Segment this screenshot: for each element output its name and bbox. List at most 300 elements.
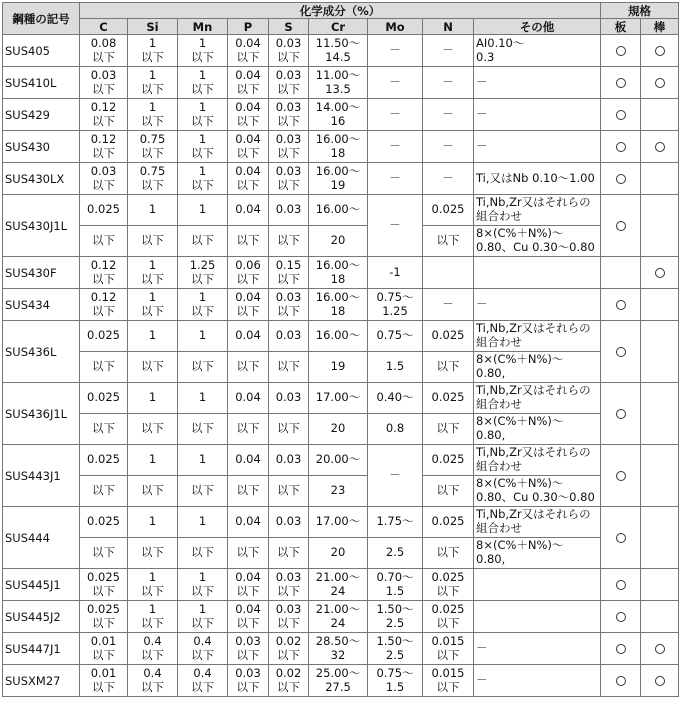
cell-text: 0.80、Cu 0.30～0.80 [476,490,595,504]
mn-cell [178,35,228,67]
grade-code: SUS436L [3,321,80,383]
cell-text: 以下 [92,583,115,598]
circle-mark-icon [616,78,626,88]
c-cell [80,601,128,633]
table-row [3,99,679,131]
mo-cell: － [368,445,423,507]
si-cell: 1 [128,445,178,476]
bar-mark [641,35,679,67]
bar-mark [641,195,679,257]
table-row [3,538,679,569]
c-cell [80,289,128,321]
cell-text: 0.4 [143,665,162,680]
si-cell: 1 [128,195,178,226]
other-cell [474,476,601,507]
table-row [3,226,679,257]
n-cell: 以下 [423,414,474,445]
cell-text: 2.5 [385,647,405,662]
bar-mark [641,99,679,131]
cell-text: 以下 [191,647,214,662]
plate-mark [601,289,641,321]
si-cell [128,601,178,633]
cell-text: 以下 [277,145,300,160]
mn-cell [178,601,228,633]
cell-text: Ti,又はNb 0.10～1.00 [476,170,595,185]
cell-text: 1 [148,601,157,616]
composition-header: 化学成分（%） [80,3,601,19]
grade-code: SUS405 [3,35,80,67]
cell-text: 以下 [277,81,300,96]
cell-text: 0.3 [476,49,495,64]
s-cell: 以下 [269,476,309,507]
cell-text: 以下 [191,177,214,192]
element-header-p: P [228,19,269,35]
bar-mark [641,633,679,665]
mn-cell [178,289,228,321]
element-header-mn: Mn [178,19,228,35]
cell-text: 以下 [141,647,164,662]
cell-text: Ti,Nb,Zr又はそれらの [476,507,591,522]
cell-text: 以下 [92,615,115,630]
cr-cell [309,163,368,195]
cell-text: 21.00～ [315,569,361,584]
cell-text: Ti,Nb,Zr又はそれらの [476,321,591,336]
n-cell: 0.025 [423,383,474,414]
bar-mark [641,163,679,195]
cell-text: 16 [330,113,346,128]
mo-cell: -1 [368,257,423,289]
cell-text: 以下 [236,583,260,598]
c-cell: 0.025 [80,383,128,414]
p-cell [228,569,269,601]
cell-text: 以下 [277,679,300,694]
cell-text: 以下 [141,145,164,160]
cell-text: 以下 [141,271,164,286]
cell-text: 16.00～ [315,163,361,178]
c-cell: 以下 [80,476,128,507]
cell-text: 以下 [92,113,115,128]
element-header-si: Si [128,19,178,35]
steel-grade-table [2,2,679,697]
c-cell [80,67,128,99]
element-header-c: C [80,19,128,35]
table-row [3,476,679,507]
si-cell [128,99,178,131]
cell-text: 0.06 [235,257,261,272]
plate-mark [601,633,641,665]
element-header-s: S [269,19,309,35]
circle-mark-icon [616,174,626,184]
cell-text: 8×(C%＋N%)～ [476,476,564,491]
cell-text: 0.03 [275,569,302,584]
c-cell [80,569,128,601]
s-cell: 0.03 [269,445,309,476]
cell-text: 以下 [92,271,115,286]
s-cell [269,163,309,195]
cr-cell: 20.00～ [309,445,368,476]
p-cell: 0.04 [228,507,269,538]
n-cell: － [423,131,474,163]
cell-text: 以下 [191,49,214,64]
mo-cell [368,665,423,697]
mo-cell: 0.75～ [368,321,423,352]
mn-cell [178,257,228,289]
other-cell [474,289,601,321]
cell-text: 0.01 [90,665,117,680]
cell-text: 以下 [191,81,214,96]
cell-text: 0.12 [90,257,117,272]
cell-text: 0.75 [139,131,166,146]
c-cell: 以下 [80,226,128,257]
cell-text: 0.4 [143,633,162,648]
mn-cell: 以下 [178,352,228,383]
s-cell: 0.03 [269,321,309,352]
plate-mark [601,383,641,445]
cell-text: 以下 [141,177,164,192]
element-header-other: その他 [474,19,601,35]
cell-text: 以下 [141,113,164,128]
cell-text: 18 [330,145,346,160]
s-cell [269,67,309,99]
cell-text: 0.04 [235,99,261,114]
cell-text: 32 [330,647,346,662]
cell-text: 8×(C%＋N%)～ [476,352,564,367]
c-cell [80,163,128,195]
mn-cell [178,163,228,195]
plate-mark [601,601,641,633]
n-cell: 以下 [423,352,474,383]
cell-text: 0.03 [275,35,302,50]
table-row [3,289,679,321]
c-cell: 0.025 [80,507,128,538]
cell-text: 以下 [141,49,164,64]
other-cell [474,99,601,131]
cell-text: 0.4 [193,633,212,648]
bar-mark [641,665,679,697]
bar-mark [641,569,679,601]
cr-cell [309,289,368,321]
cr-cell [309,665,368,697]
c-cell: 以下 [80,414,128,445]
plate-mark [601,321,641,383]
s-cell: 0.03 [269,195,309,226]
n-cell: － [423,99,474,131]
circle-mark-icon [616,471,626,481]
table-row [3,445,679,476]
si-cell [128,67,178,99]
cell-text: 以下 [141,615,164,630]
cell-text: 組合わせ [476,335,522,349]
plate-mark [601,665,641,697]
n-cell [423,633,474,665]
cell-text: 以下 [236,49,260,64]
cr-cell: 20 [309,226,368,257]
n-cell: 以下 [423,538,474,569]
n-cell: 以下 [423,476,474,507]
mn-cell: 以下 [178,226,228,257]
circle-mark-icon [616,110,626,120]
n-cell: － [423,163,474,195]
p-cell: 以下 [228,476,269,507]
n-cell: － [423,67,474,99]
grade-code: SUS436J1L [3,383,80,445]
n-cell: 以下 [423,226,474,257]
cell-text: 組合わせ [476,521,522,535]
circle-mark-icon [655,46,665,56]
plate-mark [601,163,641,195]
mn-cell [178,633,228,665]
cr-cell: 19 [309,352,368,383]
plate-mark [601,35,641,67]
cell-text: 以下 [236,615,260,630]
mo-cell: － [368,35,423,67]
p-cell [228,67,269,99]
p-cell: 以下 [228,538,269,569]
cr-cell: 20 [309,414,368,445]
cell-text: AI0.10～ [476,35,525,50]
cell-text: 以下 [277,113,300,128]
cell-text: 以下 [191,679,214,694]
n-cell: － [423,35,474,67]
cr-cell [309,569,368,601]
s-cell: 0.03 [269,383,309,414]
cell-text: 以下 [191,113,214,128]
s-cell: 0.03 [269,507,309,538]
plate-mark [601,569,641,601]
circle-mark-icon [616,676,626,686]
bar-mark [641,289,679,321]
cell-text: 0.04 [235,569,261,584]
cell-text: － [476,138,488,153]
s-cell: 以下 [269,414,309,445]
c-cell [80,35,128,67]
grade-code: SUS430F [3,257,80,289]
mn-cell: 1 [178,383,228,414]
circle-mark-icon [616,644,626,654]
cr-cell: 17.00～ [309,383,368,414]
cell-text: － [476,296,488,311]
s-cell [269,601,309,633]
n-cell [423,601,474,633]
mo-cell: － [368,163,423,195]
other-cell [474,257,601,289]
cell-text: 0.025 [87,601,120,616]
s-cell [269,35,309,67]
p-cell [228,665,269,697]
s-cell [269,665,309,697]
table-row [3,633,679,665]
cell-text: Ti,Nb,Zr又はそれらの [476,445,591,460]
mn-cell [178,99,228,131]
bar-mark [641,601,679,633]
cell-text: 以下 [92,49,115,64]
cell-text: 以下 [191,615,214,630]
cell-text: 1 [148,289,157,304]
si-cell [128,257,178,289]
mn-cell [178,665,228,697]
other-cell [474,538,601,569]
grade-code: SUSXM27 [3,665,80,697]
cr-cell [309,601,368,633]
si-cell: 1 [128,383,178,414]
other-cell [474,67,601,99]
table-row [3,131,679,163]
cr-cell [309,131,368,163]
circle-mark-icon [616,580,626,590]
si-cell [128,569,178,601]
cell-text: 0.80, [476,366,506,380]
cell-text: 0.04 [235,289,261,304]
cell-text: 1 [198,131,207,146]
cell-text: 8×(C%＋N%)～ [476,226,564,241]
n-cell: 0.025 [423,445,474,476]
cr-cell [309,35,368,67]
cell-text: 1 [198,569,207,584]
other-cell [474,445,601,476]
n-cell: 0.025 [423,321,474,352]
si-cell [128,163,178,195]
grade-code: SUS444 [3,507,80,569]
cell-text: 0.75～ [376,665,414,680]
mo-cell: － [368,99,423,131]
bar-mark [641,67,679,99]
mo-cell: 0.40～ [368,383,423,414]
si-cell: 以下 [128,352,178,383]
mn-cell [178,67,228,99]
c-cell: 0.025 [80,445,128,476]
cell-text: 0.03 [275,601,302,616]
mo-cell: 0.8 [368,414,423,445]
cell-text: 0.4 [193,665,212,680]
mo-cell [368,633,423,665]
cell-text: 0.025 [87,569,120,584]
grade-code: SUS434 [3,289,80,321]
cell-text: 以下 [236,679,260,694]
cell-text: 以下 [277,647,300,662]
other-cell [474,633,601,665]
cell-text: 2.5 [385,615,405,630]
p-cell [228,35,269,67]
plate-mark [601,445,641,507]
cell-text: 1 [148,99,157,114]
cell-text: 14.5 [325,49,351,64]
cell-text: 28.50～ [315,633,361,648]
cell-text: 以下 [141,679,164,694]
cell-text: 0.03 [275,99,302,114]
cell-text: 0.03 [275,289,302,304]
cr-cell: 23 [309,476,368,507]
cell-text: 1.50～ [376,633,414,648]
cell-text: 21.00～ [315,601,361,616]
cell-text: 以下 [436,583,460,598]
cell-text: 16.00～ [315,289,361,304]
mn-cell [178,131,228,163]
element-header-n: N [423,19,474,35]
si-cell [128,289,178,321]
plate-mark [601,67,641,99]
p-cell [228,601,269,633]
table-row [3,67,679,99]
cell-text: 以下 [277,615,300,630]
other-cell [474,414,601,445]
p-cell: 0.04 [228,321,269,352]
cell-text: 0.15 [275,257,302,272]
n-cell [423,569,474,601]
si-cell: 1 [128,507,178,538]
s-cell: 以下 [269,352,309,383]
cell-text: 以下 [92,145,115,160]
circle-mark-icon [616,300,626,310]
cr-cell [309,257,368,289]
cell-text: 1 [198,67,207,82]
cr-cell: 16.00～ [309,321,368,352]
mn-cell: 1 [178,507,228,538]
cell-text: 以下 [236,81,260,96]
cell-text: 0.03 [235,633,261,648]
c-cell: 0.025 [80,321,128,352]
cell-text: 以下 [436,679,460,694]
cell-text: － [476,74,488,89]
p-cell [228,257,269,289]
cell-text: 0.03 [275,67,302,82]
n-cell [423,257,474,289]
cell-text: 以下 [436,647,460,662]
table-row [3,195,679,226]
mo-cell: 1.75～ [368,507,423,538]
cell-text: 0.80, [476,428,506,442]
p-cell: 以下 [228,352,269,383]
p-cell: 0.04 [228,195,269,226]
circle-mark-icon [616,409,626,419]
cr-cell [309,67,368,99]
other-cell [474,321,601,352]
cell-text: 以下 [92,303,115,318]
si-cell: 以下 [128,414,178,445]
si-cell [128,131,178,163]
cell-text: 以下 [236,303,260,318]
table-row [3,321,679,352]
cell-text: 0.04 [235,35,261,50]
cell-text: 0.02 [275,633,302,648]
cell-text: 1 [148,569,157,584]
table-row [3,163,679,195]
mo-cell: － [368,67,423,99]
table-row [3,414,679,445]
cell-text: 以下 [191,145,214,160]
cell-text: 以下 [92,647,115,662]
cell-text: 16.00～ [315,131,361,146]
circle-mark-icon [616,612,626,622]
circle-mark-icon [655,644,665,654]
cell-text: － [476,640,488,655]
cell-text: 1 [198,601,207,616]
other-cell [474,131,601,163]
cell-text: 以下 [436,615,460,630]
plate-header: 板 [601,19,641,35]
bar-mark [641,131,679,163]
p-cell [228,289,269,321]
s-cell [269,289,309,321]
cell-text: 0.04 [235,601,261,616]
cr-cell: 20 [309,538,368,569]
mo-cell [368,289,423,321]
cell-text: 1 [198,289,207,304]
c-cell [80,99,128,131]
n-cell [423,665,474,697]
cr-cell [309,99,368,131]
circle-mark-icon [655,676,665,686]
standard-header: 規格 [601,3,679,19]
